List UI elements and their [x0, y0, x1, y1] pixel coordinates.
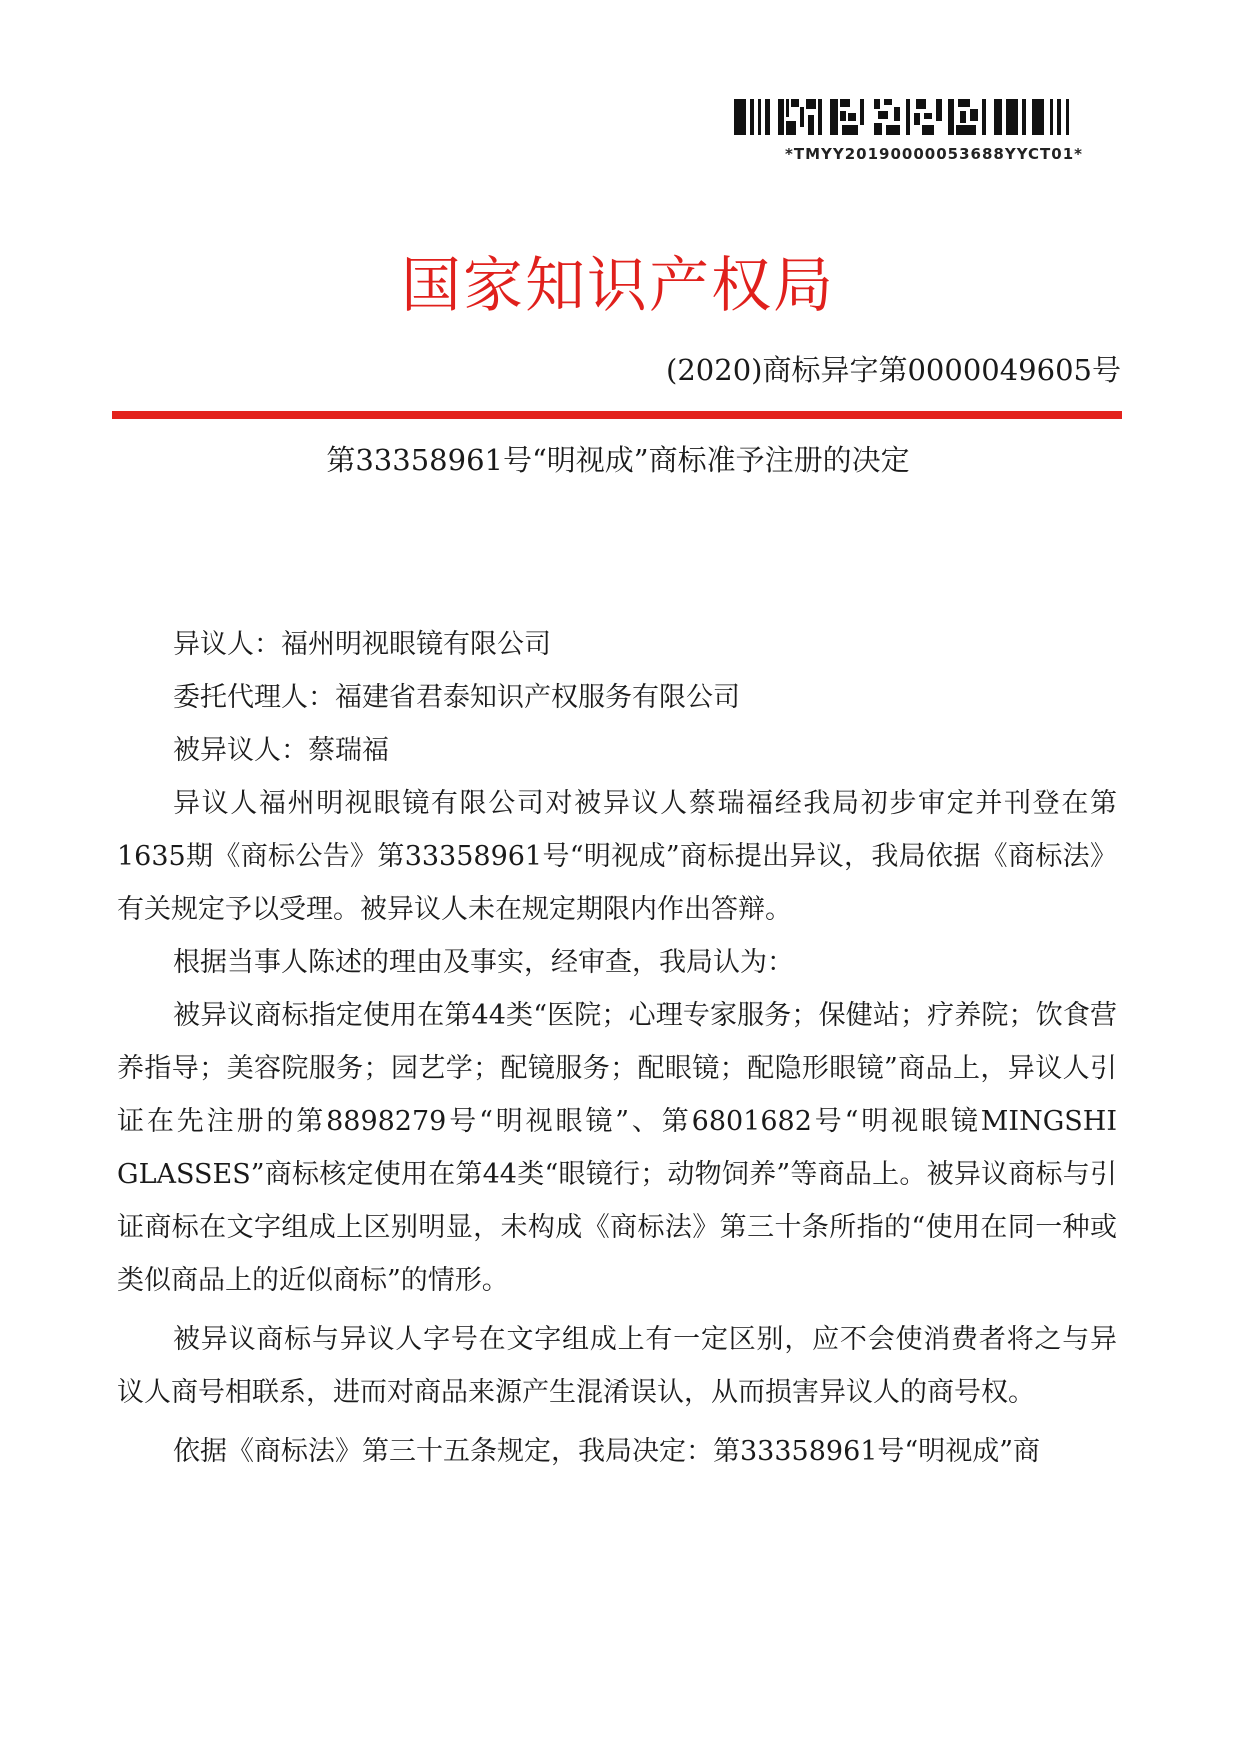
- agent-line: [117, 671, 1117, 724]
- opponent-label: 异议人：: [173, 629, 281, 660]
- red-divider: [112, 411, 1122, 419]
- paragraph: 根据当事人陈述的理由及事实，经审查，我局认为：: [173, 947, 794, 978]
- paragraph: 被异议商标与异议人字号在文字组成上有一定区别，应不会使消费者将之与异议人商号相联系，进而对商品来源产生混淆误认，从而损害异议人的商号权。: [117, 1324, 1117, 1408]
- organization-name: 国家知识产权局: [401, 251, 835, 321]
- paragraph: 被异议商标指定使用在第44类“医院；心理专家服务；保健站；疗养院；饮食营养指导；美容院服务；园艺学；配镜服务；配眼镜；配隐形眼镜”商品上，异议人引证在先注册的第8898279号“明视眼镜”、第6801682号“明视眼镜MINGSHI GLASSES”商标核定使用在第44类“眼镜行；动物饲养”等商品上。被异议商标与引证商标在文字组成上区别明显，未构成《商标法》第三十条所指的“使用在同一种或类似商品上的近似商标”的情形。: [117, 1000, 1144, 1296]
- document-body: [117, 618, 1144, 1478]
- respondent-label: 被异议人：: [173, 735, 308, 766]
- opponent-name: 福州明视眼镜有限公司: [281, 629, 551, 660]
- barcode-block: [730, 95, 1110, 163]
- paragraph: 异议人福州明视眼镜有限公司对被异议人蔡瑞福经我局初步审定并刊登在第1635期《商标公告》第33358961号“明视成”商标提出异议，我局依据《商标法》有关规定予以受理。被异议人未在规定期限内作出答辩。: [117, 788, 1117, 925]
- opponent-line: [117, 618, 1117, 671]
- barcode-icon: [734, 95, 1084, 141]
- respondent-line: [117, 724, 1117, 777]
- respondent-name: 蔡瑞福: [308, 735, 389, 766]
- agent-label: 委托代理人：: [173, 682, 335, 713]
- document-number: (2020)商标异字第0000049605号: [666, 353, 1121, 387]
- agent-name: 福建省君泰知识产权服务有限公司: [335, 682, 740, 713]
- barcode-number: *TMYY20190000053688YYCT01*: [785, 145, 1083, 163]
- document-title: 第33358961号“明视成”商标准予注册的决定: [326, 443, 910, 477]
- paragraph: 依据《商标法》第三十五条规定，我局决定：第33358961号“明视成”商: [173, 1436, 1041, 1467]
